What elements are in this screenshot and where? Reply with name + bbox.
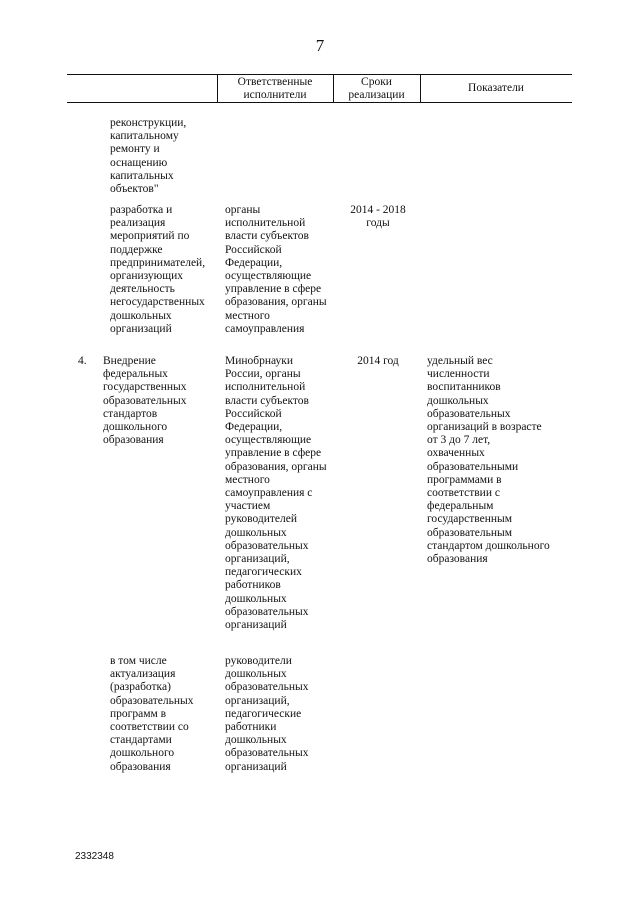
row-3-period: 2014 год (357, 355, 399, 367)
row-2-measure: разработка и реализация мероприятий по поддержке предпринимателей, организующих деятельность негосударственных дошкольных организаций (110, 204, 206, 335)
row-3-responsible: Минобрнауки России, органы исполнительной власти субъектов Российской Федерации, осуществляющие управление в сфере образования, органы местного самоуправления с участием руководителей дошкольных образовательных организаций, педагогических работников дошкольных образовательных организаций (225, 355, 327, 632)
row-4-measure: в том числе актуализация (разработка) образовательных программ в соответствии со стандартами дошкольного образования (110, 655, 194, 773)
page-number: 7 (315, 36, 325, 55)
row-1-measure: реконструкции, капитальному ремонту и оснащению капитальных объектов" (110, 117, 187, 196)
row-2-responsible: органы исполнительной власти субъектов Российской Федерации, осуществляющие управление в сфере образования, органы местного самоуправления (225, 204, 327, 335)
row-3-number: 4. (78, 355, 87, 367)
header-responsible: Ответственные исполнители (237, 76, 313, 101)
header-top-rule (67, 74, 572, 75)
row-2-period: 2014 - 2018 годы (350, 204, 406, 230)
row-4-responsible: руководители дошкольных образовательных организаций, педагогические работники дошкольных образовательных организаций (225, 655, 309, 773)
header-indicators: Показатели (468, 82, 524, 94)
header-bottom-rule (67, 102, 572, 103)
row-3-measure: Внедрение федеральных государственных образовательных стандартов дошкольного образования (103, 355, 187, 447)
header-period: Сроки реализации (348, 76, 405, 101)
document-code: 2332348 (75, 851, 114, 862)
row-3-indicators: удельный вес численности воспитанников дошкольных образовательных организаций в возрасте от 3 до 7 лет, охваченных образовательными программами в соответствии с федеральным государственным образовательным стандартом дошкольного образования (427, 355, 550, 566)
